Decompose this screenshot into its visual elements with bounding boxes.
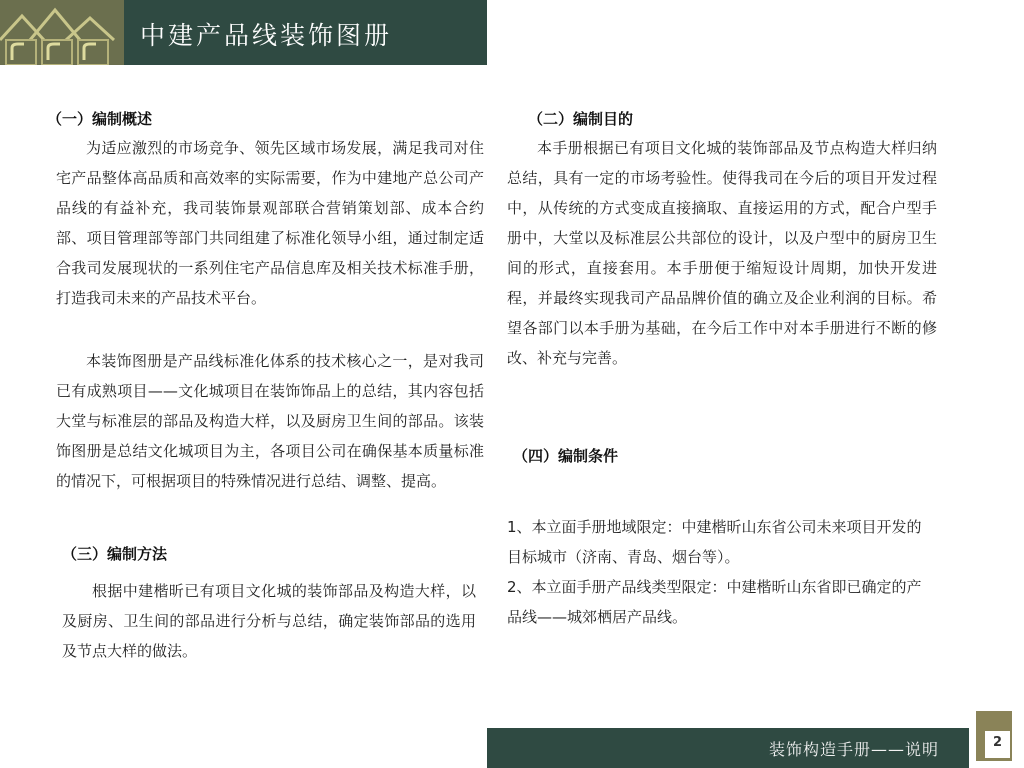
page-number: 2 xyxy=(992,735,1003,750)
section-heading-purpose: （二）编制目的 xyxy=(528,110,634,128)
condition-item-2: 2、本立面手册产品线类型限定：中建楷昕山东省即已确定的产品线——城郊栖居产品线。 xyxy=(507,578,922,626)
purpose-paragraph-1: 本手册根据已有项目文化城的装饰部品及节点构造大样归纳总结，具有一定的市场考验性。使得我司在今后的项目开发过程中，从传统的方式变成直接摘取、直接运用的方式，配合户型手册中，大堂以及标准层公共部位的设计，以及户型中的厨房卫生间的形式，直接套用。本手册便于缩短设计周期，加快开发进程，并最终实现我司产品品牌价值的确立及企业利润的目标。希望各部门以本手册为基础，在今后工作中对本手册进行不断的修改、补充与完善。 xyxy=(507,139,937,367)
section-heading-overview: （一）编制概述 xyxy=(47,110,153,128)
header-bar xyxy=(0,0,487,65)
page-number-box xyxy=(984,730,1011,759)
page-title: 中建产品线装饰图册 xyxy=(140,21,393,50)
logo xyxy=(0,0,124,65)
house-logo-icon xyxy=(0,0,124,65)
method-paragraph-1: 根据中建楷昕已有项目文化城的装饰部品及构造大样，以及厨房、卫生间的部品进行分析与总结，确定装饰部品的选用及节点大样的做法。 xyxy=(62,582,476,660)
overview-paragraph-2: 本装饰图册是产品线标准化体系的技术核心之一，是对我司已有成熟项目——文化城项目在装饰饰品上的总结，其内容包括大堂与标准层的部品及构造大样，以及厨房卫生间的部品。该装饰图册是总结文化城项目为主，各项目公司在确保基本质量标准的情况下，可根据项目的特殊情况进行总结、调整、提高。 xyxy=(56,352,484,490)
section-heading-conditions: （四）编制条件 xyxy=(513,447,619,465)
overview-paragraph-1: 为适应激烈的市场竞争、领先区域市场发展，满足我司对住宅产品整体高品质和高效率的实际需要，作为中建地产总公司产品线的有益补充，我司装饰景观部联合营销策划部、成本合约部、项目管理部等部门共同组建了标准化领导小组，通过制定适合我司发展现状的一系列住宅产品信息库及相关技术标准手册，打造我司未来的产品技术平台。 xyxy=(56,139,484,307)
condition-item-1: 1、本立面手册地域限定：中建楷昕山东省公司未来项目开发的目标城市（济南、青岛、烟台等）。 xyxy=(507,518,922,566)
footer-bar xyxy=(487,728,969,768)
section-heading-method: （三）编制方法 xyxy=(62,545,168,563)
footer-caption: 装饰构造手册——说明 xyxy=(768,740,939,759)
